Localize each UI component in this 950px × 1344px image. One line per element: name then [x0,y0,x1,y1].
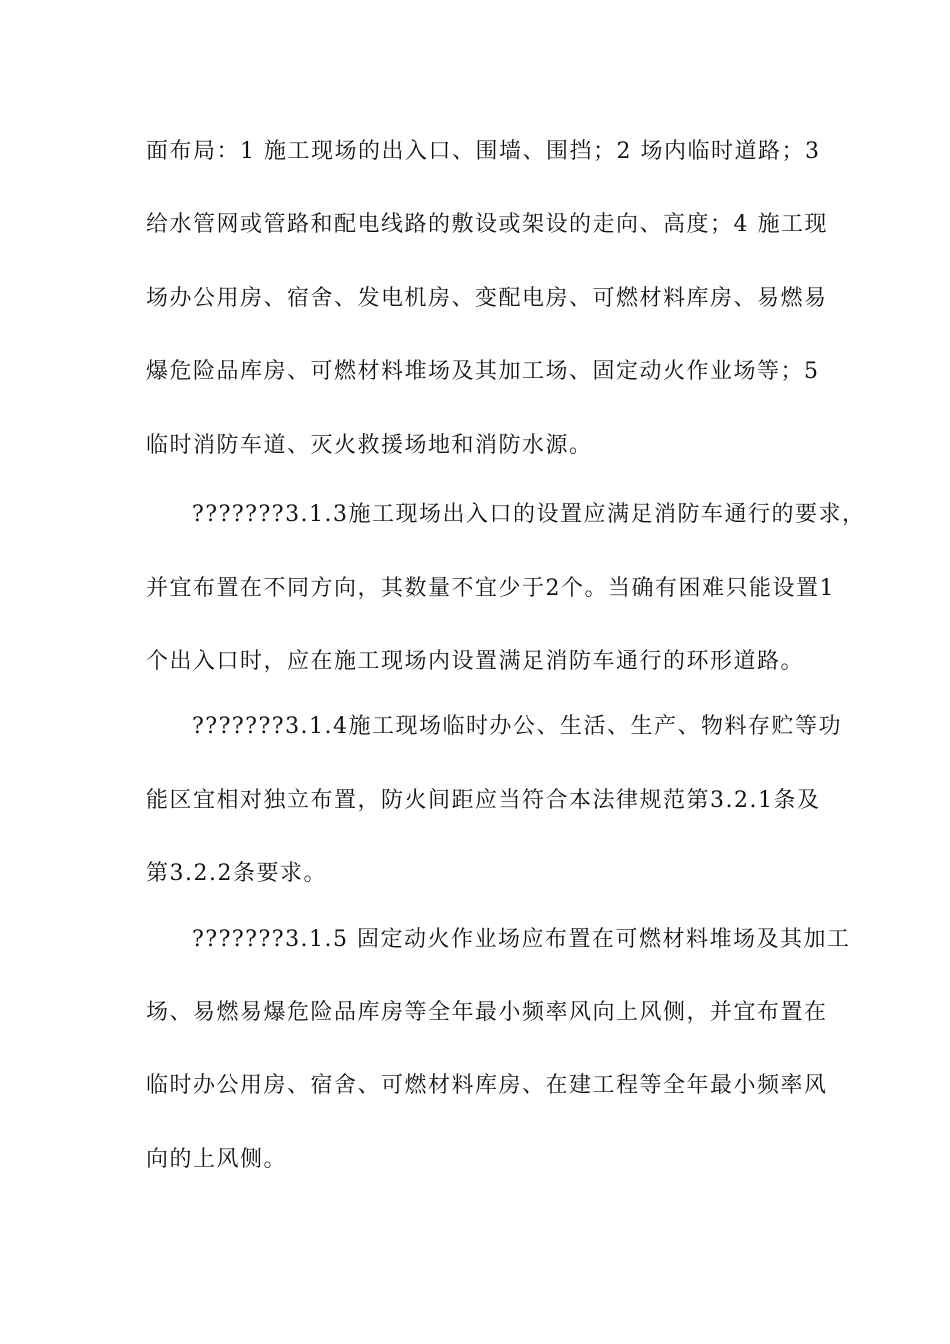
text-line: 临时办公用房、宿舍、可燃材料库房、在建工程等全年最小频率风 [146,1073,828,1098]
text-line: 面布局：1 施工现场的出入口、围墙、围挡；2 场内临时道路；3 [146,139,821,164]
text-line: 给水管网或管路和配电线路的敷设或架设的走向、高度；4 施工现 [146,212,828,237]
text-line: 并宜布置在不同方向，其数量不宜少于2个。当确有困难只能设置1 [146,576,835,601]
text-line: ???????3.1.5 固定动火作业场应布置在可燃材料堆场及其加工 [192,927,851,952]
text-line: 场办公用房、宿舍、发电机房、变配电房、可燃材料库房、易燃易 [146,286,828,311]
text-line: 场、易燃易爆危险品库房等全年最小频率风向上风侧，并宜布置在 [146,1000,828,1025]
text-line: 个出入口时，应在施工现场内设置满足消防车通行的环形道路。 [146,649,805,674]
text-line: 能区宜相对独立布置，防火间距应当符合本法律规范第3.2.1条及 [146,788,821,813]
text-line: 第3.2.2条要求。 [146,861,327,886]
text-line: ???????3.1.3施工现场出入口的设置应满足消防车通行的要求， [192,502,866,527]
text-line: 临时消防车道、灭火救援场地和消防水源。 [146,433,593,458]
text-line: 爆危险品库房、可燃材料堆场及其加工场、固定动火作业场等；5 [146,359,820,384]
text-line: ???????3.1.4施工现场临时办公、生活、生产、物料存贮等功 [192,714,843,739]
text-line: 向的上风侧。 [146,1147,288,1172]
